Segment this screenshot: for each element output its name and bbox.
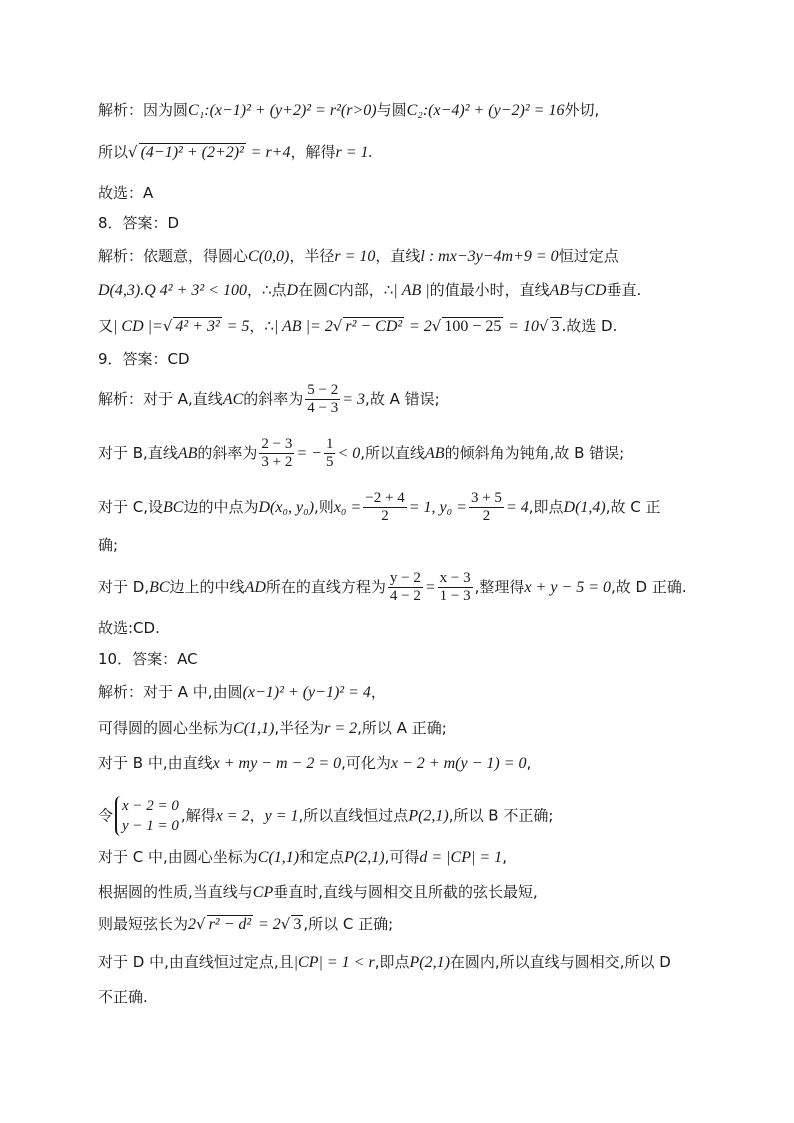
fraction [363, 490, 406, 525]
denominator: 5 [325, 454, 334, 470]
text: 令 [98, 806, 114, 825]
solution-7-analysis-line-1 [98, 100, 599, 121]
text: 又 [98, 317, 114, 335]
denominator: 3 + 2 [261, 454, 293, 470]
formula: AC [222, 391, 244, 408]
formula: r = 10 [334, 248, 376, 265]
numerator: 1 [325, 436, 334, 452]
text: , [526, 754, 532, 772]
text: ，解得 [290, 143, 336, 161]
formula: < 0 [337, 445, 361, 462]
text: ,即点 [528, 498, 564, 516]
sqrt-expression: 3 [293, 916, 302, 933]
formula: x + y − 5 = 0 [524, 579, 612, 596]
formula: | AB |= 2 [273, 318, 333, 335]
denominator: 4 − 3 [307, 400, 339, 416]
sqrt-expression: 4² + 3² [175, 318, 220, 335]
question-9-answer: 9．答案：CD [98, 350, 190, 368]
text: 外切, [564, 101, 600, 119]
text: 对于 D, [98, 578, 150, 596]
fraction [469, 490, 504, 525]
solution-10-line-1 [98, 682, 386, 703]
solution-10-line-2 [98, 718, 447, 739]
text: 的值最小时，直线 [429, 281, 550, 299]
solution-10-line-5 [98, 847, 507, 868]
formula: C(1,1) [233, 720, 275, 737]
formula: AB [177, 445, 198, 462]
formula: C₁:(x−1)² + (y+2)² = r²(r>0) [188, 102, 377, 119]
formula: = 1, y₀ = [408, 499, 467, 516]
formula: C(0,0) [248, 248, 290, 265]
formula: = 4 [505, 499, 529, 516]
formula: P(2,1) [408, 807, 449, 825]
formula: D(1,4) [563, 499, 606, 516]
sqrt-expression: (4−1)² + (2+2)² [140, 144, 244, 161]
text: ,所以 C 正确; [303, 915, 394, 933]
question-8-answer: 8．答案：D [98, 214, 180, 232]
text: ,所以 A 正确; [357, 719, 447, 737]
text: 对于 B,直线 [98, 444, 178, 462]
fraction [438, 570, 473, 605]
text: 垂直. [606, 281, 642, 299]
text: ，∴ [249, 317, 274, 335]
text: 对于 D 中,由直线恒过定点,且 [98, 953, 294, 971]
text: 解析：因为圆 [98, 101, 189, 119]
sqrt-expression: r² − CD² [345, 318, 403, 335]
formula: = r+4 [250, 144, 291, 161]
sqrt-expression: 3 [551, 318, 560, 335]
solution-10-line-9: 不正确. [98, 988, 148, 1006]
formula: d = |CP| = 1 [419, 849, 503, 866]
text: ,整理得 [474, 578, 525, 596]
text: ,解得 [180, 806, 216, 825]
solution-9-line-1 [98, 382, 440, 417]
formula: P(2,1) [344, 849, 385, 866]
system-equation: y − 1 = 0 [122, 818, 179, 834]
solution-10-line-6 [98, 882, 538, 903]
text: ,故 C 正 [605, 498, 661, 516]
text: ,则 [314, 498, 334, 516]
formula: D [286, 282, 299, 299]
text: ，半径 [289, 247, 335, 265]
formula: P(2,1) [409, 954, 450, 971]
solution-8-line-2 [98, 280, 641, 301]
equation-system [115, 796, 179, 836]
numerator: 5 − 2 [307, 382, 339, 398]
solution-8-line-1 [98, 246, 619, 267]
formula: D(4,3).Q 4² + 3² < 100 [98, 282, 247, 299]
formula: = 2 [408, 318, 432, 335]
formula: CD [584, 282, 607, 299]
fraction [324, 436, 336, 471]
question-10-answer: 10．答案：AC [98, 650, 198, 668]
text: ,所以直线恒过点 [298, 806, 409, 825]
text: 垂直时,直线与圆相交且所截的弦长最短, [273, 883, 538, 901]
formula: AD [244, 579, 266, 596]
fraction [259, 436, 294, 471]
numerator: 3 + 5 [470, 490, 502, 506]
formula: AB [549, 282, 570, 299]
text: ，直线 [375, 247, 421, 265]
text: .故选 D. [561, 317, 618, 335]
text: ,半径为 [274, 719, 325, 737]
formula: 2 [188, 916, 197, 933]
text: 根据圆的性质,当直线与 [98, 883, 253, 901]
text: , [502, 848, 507, 866]
formula: C(1,1) [257, 849, 300, 866]
text: ,可得 [384, 848, 420, 866]
text: 和定点 [299, 848, 345, 866]
text: ， [370, 683, 386, 701]
text: 恒过定点 [558, 247, 619, 265]
numerator: y − 2 [389, 570, 421, 586]
formula: x + my − m − 2 = 0 [212, 755, 342, 772]
text: ,故 D 正确. [611, 578, 687, 596]
solution-8-line-3: 又| CD |=√ 4² + 3² = 5，∴| AB |= 2√ r² − CD² = 2√ 100 − 25 = 10√ 3 .故选 D. [98, 317, 618, 335]
numerator: 2 − 3 [261, 436, 293, 452]
text: 边的中点为 [183, 498, 259, 516]
denominator: 2 [381, 508, 389, 524]
text: 边上的中线 [169, 578, 245, 596]
formula: x − 2 + m(y − 1) = 0 [390, 755, 527, 772]
text: 在圆 [298, 281, 329, 299]
text: ， [249, 806, 265, 825]
solution-10-line-8 [98, 952, 671, 973]
denominator: 4 − 2 [389, 588, 421, 604]
fraction [388, 570, 423, 605]
solution-7-analysis-line-2: 所以√ (4−1)² + (2+2)² = r+4，解得r = 1. [98, 143, 373, 161]
text: 对于 B 中,由直线 [98, 754, 213, 772]
answer-choice-line: 故选：A [98, 184, 154, 202]
text: ,所以直线 [360, 444, 426, 462]
text: 的斜率为 [243, 390, 304, 408]
denominator: 1 − 3 [439, 588, 471, 604]
answer-choice-line: 故选:CD. [98, 619, 160, 637]
formula: D(x₀, y₀) [258, 499, 315, 516]
formula: = 2 [257, 916, 281, 933]
text: 的斜率为 [197, 444, 258, 462]
solution-10-line-3 [98, 753, 531, 774]
text: 可得圆的圆心坐标为 [98, 719, 234, 737]
solution-9-line-3 [98, 490, 661, 525]
solution-9-line-5 [98, 570, 687, 605]
formula: = 3 [342, 391, 366, 408]
text: 解析：对于 A,直线 [98, 390, 223, 408]
text: 所在的直线方程为 [265, 578, 386, 596]
solution-10-line-7: 则最短弦长为2√ r² − d² = 2√ 3 ,所以 C 正确; [98, 915, 394, 933]
sqrt-expression: 100 − 25 [444, 318, 502, 335]
sqrt-expression: r² − d² [208, 916, 252, 933]
formula: |CP| = 1 < r [293, 954, 375, 971]
text: ,可化为 [341, 754, 391, 772]
formula: y = 1 [264, 807, 299, 825]
text: 则最短弦长为 [98, 915, 189, 933]
fraction [305, 382, 340, 417]
text: 的倾斜角为钝角,故 B 错误; [444, 444, 625, 462]
text: 所以 [98, 143, 129, 161]
formula: x = 2 [215, 807, 250, 825]
text: ，∴点 [246, 281, 287, 299]
solution-9-line-4: 确; [98, 536, 119, 554]
formula: | AB | [393, 282, 430, 299]
text: ,所以 B 不正确; [448, 806, 554, 825]
formula: (x−1)² + (y−1)² = 4 [242, 684, 371, 701]
text: 与 [569, 281, 585, 299]
formula: C [328, 282, 339, 299]
text: 对于 C 中,由圆心坐标为 [98, 848, 258, 866]
text: 解析：对于 A 中,由圆 [98, 683, 243, 701]
formula: AB [425, 445, 445, 462]
numerator: x − 3 [439, 570, 471, 586]
formula: r = 1. [335, 144, 373, 161]
system-equation: x − 2 = 0 [122, 798, 179, 814]
text: ,即点 [374, 953, 410, 971]
formula: r = 2 [324, 720, 358, 737]
solution-9-line-2 [98, 436, 624, 471]
formula: | CD |= [113, 318, 163, 335]
formula: C₂:(x−4)² + (y−2)² = 16 [406, 102, 565, 119]
formula: = 5 [226, 318, 250, 335]
formula: x₀ = [333, 499, 362, 516]
denominator: 2 [482, 508, 491, 524]
formula: CP [252, 884, 274, 901]
text: 对于 C,设 [98, 498, 164, 516]
text: 与圆 [376, 101, 407, 119]
formula: = 10 [508, 318, 539, 335]
text: 在圆内,所以直线与圆相交,所以 D [449, 953, 671, 971]
solution-10-line-4 [98, 796, 553, 836]
formula: BC [163, 499, 184, 516]
formula: = [424, 579, 436, 596]
text: ,故 A 错误; [365, 390, 440, 408]
numerator: −2 + 4 [365, 490, 405, 506]
text: 解析：依题意，得圆心 [98, 247, 249, 265]
formula: = − [296, 445, 322, 462]
formula: BC [149, 579, 170, 596]
formula: l : mx−3y−4m+9 = 0 [420, 248, 559, 265]
text: 内部，∴ [338, 281, 394, 299]
